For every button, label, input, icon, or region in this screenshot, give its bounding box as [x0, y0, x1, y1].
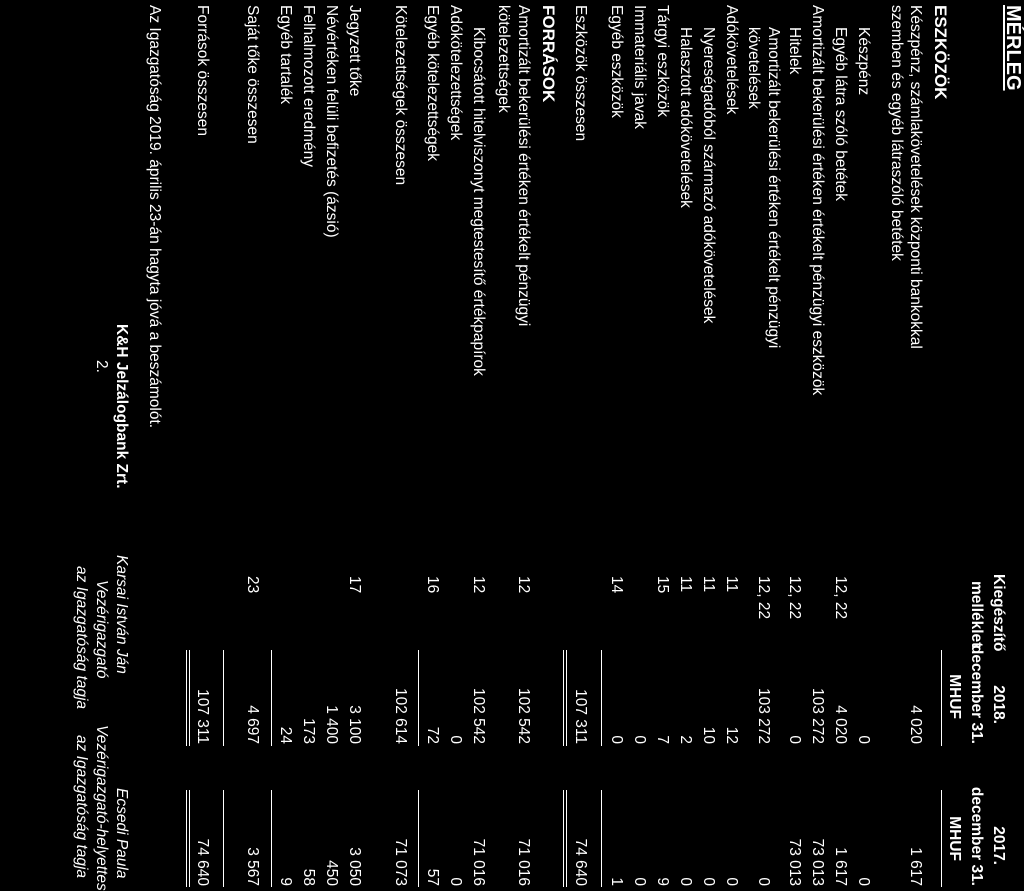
year-2017-header-line2: december 31. — [968, 786, 985, 886]
page-number: 2. — [93, 360, 110, 373]
liability-row-label-cont: kötelezettségek — [495, 5, 512, 113]
equity-row-2018: 173 — [300, 718, 317, 744]
liabilities-subtotal-2018: 102 614 — [392, 687, 409, 744]
liability-row-label: Amortizált bekerülési értéken értékelt pénzügyi — [515, 5, 532, 327]
grand-total-2017: 74 640 — [194, 838, 211, 886]
asset-row-2018: 4 020 — [907, 705, 924, 744]
grand-total-double-rule-2018 — [186, 650, 190, 746]
asset-row-2018: 2 — [677, 735, 694, 744]
liability-row-2017: 71 016 — [470, 838, 487, 886]
asset-row-label: Halasztott adókövetelések — [677, 27, 694, 208]
asset-row-2018: 0 — [608, 735, 625, 744]
asset-row-label: Egyéb látra szóló betétek — [832, 27, 849, 202]
liability-row-2018: 72 — [424, 726, 441, 744]
year-2018-header-line1: 2018. — [990, 685, 1007, 724]
asset-row-ref: 11 — [677, 576, 694, 593]
asset-row-label: Amortizált bekerülési értéken értékelt pénzügyi — [765, 27, 782, 349]
liability-row-ref: 12 — [515, 576, 532, 594]
assets-heading: ESZKÖZÖK — [931, 5, 950, 100]
asset-row-2018: 10 — [700, 726, 717, 744]
liabilities-subtotal-label: Kötelezettségek összesen — [392, 5, 409, 186]
equity-row-label: Egyéb tartalék — [277, 5, 294, 105]
assets-total-label: Eszközök összesen — [572, 5, 589, 142]
grand-total-label: Források összesen — [194, 5, 211, 136]
liability-row-2018: 0 — [447, 735, 464, 744]
asset-row-ref: 15 — [654, 576, 671, 594]
liabilities-subtotal-rule-2018 — [418, 650, 419, 746]
signatory-role: az Igazgatóság tagja — [73, 566, 90, 710]
liability-row-2018: 102 542 — [470, 687, 487, 744]
asset-row-2017: 1 — [608, 877, 625, 886]
signatory-title: Vezérigazgató — [93, 580, 110, 679]
asset-row-label-cont: követelések — [745, 27, 762, 109]
asset-row-2018: 7 — [654, 735, 671, 744]
asset-row-2018: 0 — [631, 735, 648, 744]
asset-row-2017: 0 — [700, 877, 717, 886]
equity-total-2018: 4 697 — [244, 705, 261, 744]
asset-row-2017: 1 617 — [832, 847, 849, 886]
asset-row-2017: 73 013 — [809, 838, 826, 886]
liability-row-label: Adókötelezettségek — [447, 5, 464, 141]
asset-row-ref: 11 — [700, 576, 717, 593]
asset-row-label: Hitelek — [786, 27, 803, 75]
asset-row-2017: 73 013 — [786, 838, 803, 886]
company-name: K&H Jelzálogbank Zrt. — [113, 324, 130, 489]
liability-row-2018: 102 542 — [515, 687, 532, 744]
header-rule-2018 — [941, 650, 942, 746]
asset-row-2017: 0 — [631, 877, 648, 886]
equity-row-label: Felhalmozott eredmény — [300, 5, 317, 167]
equity-row-2017: 3 050 — [346, 847, 363, 886]
asset-row-label: Egyéb eszközök — [608, 5, 625, 118]
asset-row-label: Adókövetelések — [723, 5, 740, 115]
document-title: MÉRLEG — [1002, 5, 1024, 91]
equity-total-label: Saját tőke összesen — [244, 5, 261, 144]
equity-total-rule-2018 — [271, 650, 272, 746]
asset-row-label: Nyereségadóból származó adókövetelések — [700, 27, 717, 324]
assets-total-2017: 74 640 — [572, 838, 589, 886]
asset-row-2018: 4 020 — [832, 705, 849, 744]
liabilities-heading: FORRÁSOK — [539, 5, 558, 103]
asset-row-2017: 0 — [755, 877, 772, 886]
asset-row-ref: 14 — [608, 576, 625, 594]
asset-row-label: Amortizált bekerülési értéken értékelt pénzügyi eszközök — [809, 5, 826, 396]
liability-row-ref: 12 — [470, 576, 487, 594]
year-2018-unit: MHUF — [946, 674, 963, 719]
asset-row-2017: 9 — [654, 877, 671, 886]
equity-total-rule-2017 — [271, 790, 272, 887]
asset-row-2018: 12 — [723, 726, 740, 744]
asset-row-label: Immateriális javak — [631, 5, 648, 130]
asset-row-2017: 0 — [855, 877, 872, 886]
liability-row-2017: 0 — [447, 877, 464, 886]
equity-total-ref: 23 — [244, 576, 261, 594]
asset-row-label: Készpénz — [855, 27, 872, 96]
equity-row-label: Névértéken felüli befizetés (ázsió) — [323, 5, 340, 238]
equity-row-label: Jegyzett tőke — [346, 5, 363, 97]
equity-row-2017: 450 — [323, 860, 340, 886]
liability-row-2017: 57 — [424, 868, 441, 886]
asset-row-2018: 103 272 — [755, 687, 772, 744]
liabilities-subtotal-2017: 71 073 — [392, 838, 409, 886]
grand-total-2018: 107 311 — [194, 689, 211, 744]
asset-row-2018: 103 272 — [809, 687, 826, 744]
equity-row-2018: 1 400 — [323, 705, 340, 744]
grand-total-rule-2017 — [223, 790, 224, 887]
liabilities-subtotal-rule-2017 — [418, 790, 419, 887]
asset-row-ref: 11 — [723, 576, 740, 593]
year-2017-unit: MHUF — [946, 816, 963, 861]
liability-row-label: Egyéb kötelezettségek — [424, 5, 441, 161]
grand-total-double-rule-2017 — [186, 790, 190, 887]
asset-row-label-cont: szemben és egyéb látraszóló betétek — [888, 5, 905, 261]
signatory-name: Karsai István Ján — [113, 555, 130, 674]
asset-row-ref: 12, 22 — [786, 576, 803, 620]
asset-row-2017: 1 617 — [907, 847, 924, 886]
signatory-role: az Igazgatóság tagja — [73, 735, 90, 879]
liability-row-ref: 16 — [424, 576, 441, 594]
year-2017-header-line1: 2017. — [990, 826, 1007, 865]
assets-total-rule-2017 — [601, 790, 602, 887]
equity-row-2017: 58 — [300, 868, 317, 886]
liability-row-label: Kibocsátott hitelviszonyt megtestesítő értékpapírok — [470, 27, 487, 376]
asset-row-label: Készpénz, számlakövetelések központi bankokkal — [907, 5, 924, 349]
asset-row-label: Tárgyi eszközök — [654, 5, 671, 117]
asset-row-2018: 0 — [855, 735, 872, 744]
notes-header-line2: melléklet — [968, 581, 985, 648]
year-2018-header-line2: december 31. — [968, 644, 985, 744]
signatory-title: Vezérigazgató-helyettes — [93, 725, 110, 891]
asset-row-ref: 12, 22 — [755, 576, 772, 620]
asset-row-2017: 0 — [677, 877, 694, 886]
equity-row-ref: 17 — [346, 576, 363, 594]
equity-row-2018: 24 — [277, 726, 294, 744]
asset-row-2017: 0 — [723, 877, 740, 886]
liability-row-2017: 71 016 — [515, 838, 532, 886]
equity-total-2017: 3 567 — [244, 847, 261, 886]
assets-total-rule-2018 — [601, 650, 602, 746]
asset-row-ref: 12, 22 — [832, 576, 849, 620]
equity-row-2017: 9 — [277, 877, 294, 886]
asset-row-2018: 0 — [786, 735, 803, 744]
signatory-name: Ecsedi Paula — [113, 788, 130, 879]
header-rule-2017 — [941, 790, 942, 887]
assets-total-double-rule-2018 — [563, 650, 567, 746]
assets-total-2018: 107 311 — [572, 689, 589, 744]
assets-total-double-rule-2017 — [563, 790, 567, 887]
notes-header-line1: Kiegészítő — [990, 574, 1007, 652]
approval-text: Az Igazgatóság 2019. április 23-án hagyta jóvá a beszámolót. — [146, 5, 163, 429]
equity-row-2018: 3 100 — [346, 705, 363, 744]
grand-total-rule-2018 — [223, 650, 224, 746]
